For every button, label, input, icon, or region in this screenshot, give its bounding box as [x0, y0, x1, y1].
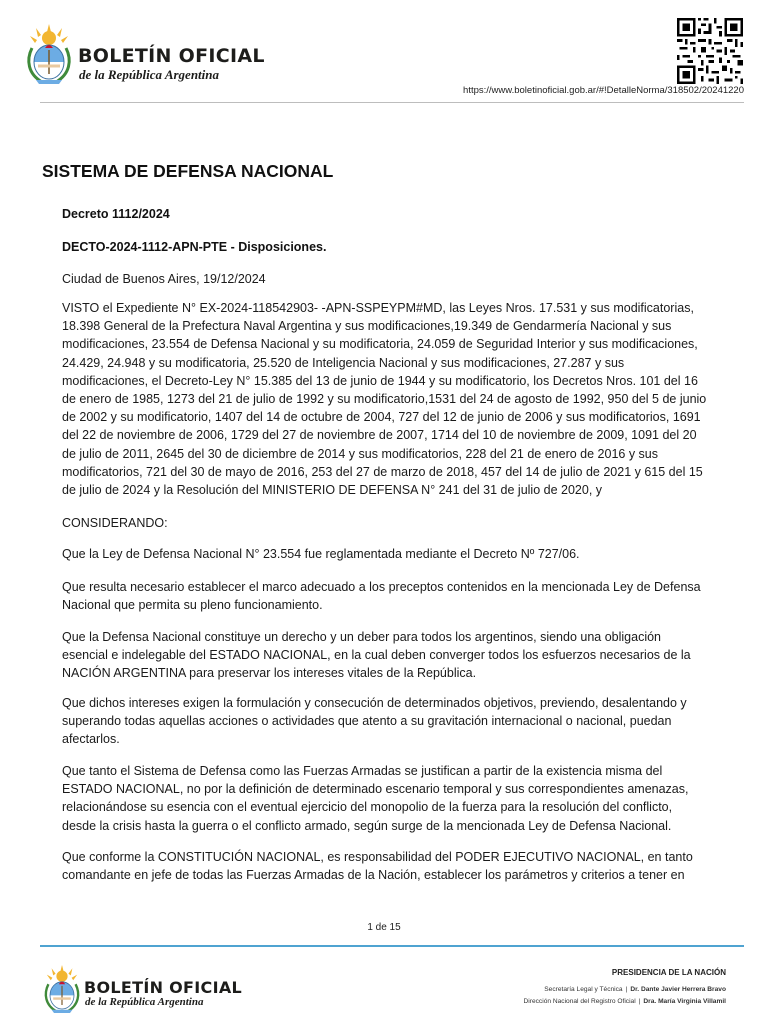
decree-number: Decreto 1112/2024: [62, 207, 170, 221]
paragraph-line: ESTADO NACIONAL, no por la definición de determinado escenario temporal y sus correspondientes amenazas,: [62, 782, 689, 797]
secretaria-label: Secretaría Legal y Técnica: [544, 986, 623, 993]
paragraph-line: superando todas aquellas acciones o actividades que atento a su gravitación internacional o nacional, puedan: [62, 714, 672, 729]
brand-title: BOLETÍN OFICIAL: [78, 45, 265, 67]
paragraph-line: NACIÓN ARGENTINA para preservar los intereses vitales de la República.: [62, 666, 477, 681]
footer-divider: [40, 945, 744, 947]
considerando-paragraph-3: [62, 628, 712, 683]
footer-brand-title: BOLETÍN OFICIAL: [84, 978, 243, 997]
credit-separator: |: [638, 998, 641, 1005]
paragraph-line: relacionándose su esencia con el eventual ejercicio del monopolio de la fuerza para la resolución del conflicto,: [62, 800, 673, 815]
considerando-paragraph-1: [62, 545, 712, 563]
brand-subtitle: de la República Argentina: [79, 67, 219, 82]
presidencia-label: PRESIDENCIA DE LA NACIÓN: [611, 968, 726, 977]
secretaria-name: Dr. Dante Javier Herrera Bravo: [630, 986, 726, 993]
secretaria-credit: [544, 986, 726, 993]
decree-reference: DECTO-2024-1112-APN-PTE - Disposiciones.: [62, 240, 327, 254]
visto-line: 24.429, 24.948 y su modificatoria, 25.520 de Inteligencia Nacional y sus modificaciones, 27.287 y sus: [62, 355, 625, 370]
paragraph-line: Que tanto el Sistema de Defensa como las Fuerzas Armadas se justifican a partir de la existencia misma del: [62, 764, 663, 778]
place-date: [62, 270, 712, 288]
considerando-paragraph-2: [62, 578, 712, 614]
paragraph-line: Que conforme la CONSTITUCIÓN NACIONAL, es responsabilidad del PODER EJECUTIVO NACIONAL, en tanto: [62, 850, 693, 864]
visto-line: de julio de 2024 y la Resolución del MINISTERIO DE DEFENSA N° 241 del 31 de julio de 2020, y: [62, 483, 603, 498]
visto-line: modificaciones, el Decreto-Ley N° 15.385 del 13 de junio de 1944 y su modificatorio, los Decretos Nros. 101 del 16: [62, 373, 698, 388]
visto-line: de julio de 2011, 2645 del 30 de diciembre de 2014 y sus modificatorios, 228 del 21 de enero de 2016 y sus: [62, 446, 659, 461]
paragraph-line: Que la Ley de Defensa Nacional N° 23.554 fue reglamentada mediante el Decreto Nº 727/06.: [62, 547, 580, 561]
direccion-credit: [524, 998, 726, 1005]
visto-line: VISTO el Expediente N° EX-2024-118542903- -APN-SSPEYPM#MD, las Leyes Nros. 17.531 y sus modificatorias,: [62, 301, 694, 315]
considerando-paragraph-5: [62, 762, 712, 835]
paragraph-line: esencial e indelegable del ESTADO NACIONAL, en la cual deben converger todos los esfuerzos necesarios de la: [62, 648, 691, 663]
document-url[interactable]: https://www.boletinoficial.gob.ar/#!DetalleNorma/318502/20241220: [463, 85, 744, 96]
section-title: SISTEMA DE DEFENSA NACIONAL: [42, 161, 334, 181]
footer-brand-subtitle: de la República Argentina: [85, 996, 204, 1008]
visto-line: de enero de 1985, 1273 del 21 de julio de 1992 y su modificatorio,1531 del 24 de agosto de 1992, 950 del 5 de junio: [62, 392, 707, 407]
considerando-paragraph-6: [62, 848, 712, 884]
paragraph-line: desde la crisis hasta la guerra o el conflicto armado, según surge de la mencionada Ley de Defensa Nacional.: [62, 818, 672, 833]
qr-code-icon[interactable]: [677, 18, 743, 84]
paragraph-line: comandante en jefe de todas las Fuerzas Armadas de la Nación, establecer los parámetros y criterios a tener en: [62, 868, 685, 883]
paragraph-line: Que la Defensa Nacional constituye un derecho y un deber para todos los argentinos, siendo una obligación: [62, 630, 662, 644]
argentina-coat-of-arms-icon: [24, 22, 74, 86]
paragraph-line: Que dichos intereses exigen la formulación y consecución de determinados objetivos, previendo, desalentando y: [62, 696, 687, 710]
direccion-label: Dirección Nacional del Registro Oficial: [523, 998, 636, 1005]
visto-line: 18.398 General de la Prefectura Naval Argentina y sus modificaciones,19.349 de Gendarmería Nacional y sus: [62, 319, 672, 334]
argentina-coat-of-arms-icon: [42, 963, 82, 1015]
paragraph-line: Nacional que permita su pleno funcionamiento.: [62, 598, 323, 613]
visto-line: modificaciones, 23.554 de Defensa Nacional y su modificatoria, 24.059 de Seguridad Interior y sus modificaciones,: [62, 337, 698, 352]
visto-line: de 2002 y su modificatorio, 1407 del 14 de octubre de 2004, 727 del 12 de junio de 2006 y sus modificatorios, 1691: [62, 410, 701, 425]
header-divider: [40, 102, 744, 103]
direccion-name: Dra. María Virginia Villamil: [643, 998, 726, 1005]
considerando-paragraph-4: [62, 694, 712, 749]
visto-paragraph: [62, 299, 712, 499]
credit-separator: |: [625, 986, 628, 993]
paragraph-line: Que resulta necesario establecer el marco adecuado a los preceptos contenidos en la mencionada Ley de Defensa: [62, 580, 701, 594]
paragraph-line: afectarlos.: [62, 732, 120, 747]
considerando-heading: [62, 514, 712, 532]
visto-line: del 22 de noviembre de 2006, 1729 del 27 de noviembre de 2007, 1714 del 10 de noviembre de 2009, 1091 del 20: [62, 428, 697, 443]
considerando-text: CONSIDERANDO:: [62, 516, 168, 530]
page-number: 1 de 15: [367, 922, 401, 933]
place-date-text: Ciudad de Buenos Aires, 19/12/2024: [62, 272, 266, 286]
visto-line: modificatorios, 721 del 30 de mayo de 2016, 253 del 27 de marzo de 2018, 457 del 14 de julio de 2021 y 615 del 15: [62, 464, 703, 479]
